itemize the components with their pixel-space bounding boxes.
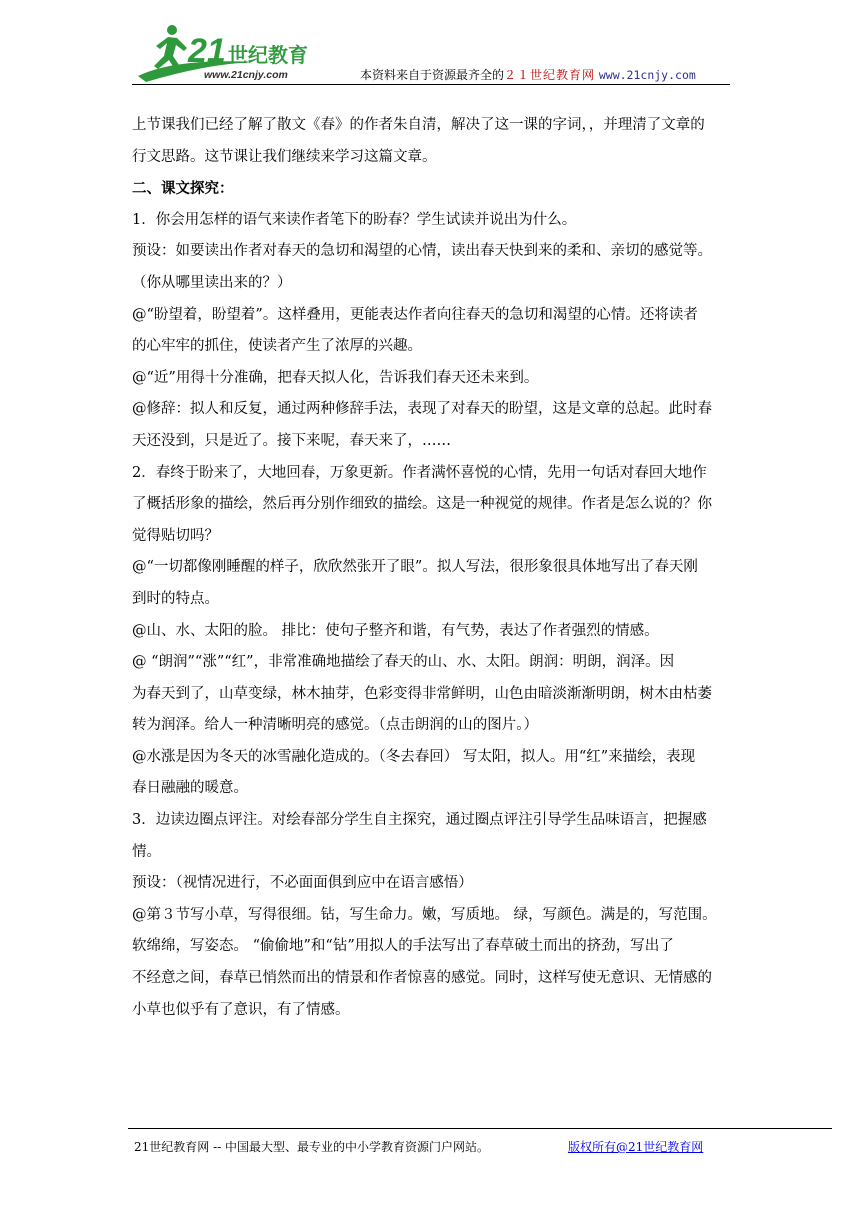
text-line: 小草也似乎有了意识，有了情感。 (132, 1001, 350, 1018)
section-heading: 二、课文探究： (132, 180, 234, 198)
header-divider (132, 84, 730, 85)
svg-text:www.21cnjy.com: www.21cnjy.com (204, 69, 288, 81)
text-line: 为春天到了，山草变绿，林木抽芽，色彩变得非常鲜明，山色由暗淡渐渐明朗，树木由枯萎 (132, 685, 712, 702)
text-line: 3．边读边圈点评注。对绘春部分学生自主探究，通过圈点评注引导学生品味语言，把握感 (132, 812, 707, 829)
text-line: 天还没到，只是近了。接下来呢，春天来了，…… (132, 432, 451, 449)
text-line: 觉得贴切吗？ (132, 527, 219, 544)
footer-divider (128, 1128, 832, 1129)
text-line: 到时的特点。 (132, 590, 219, 607)
text-line: 预设：（视情况进行，不必面面俱到应中在语言感悟） (132, 875, 473, 892)
copyright-link[interactable]: 版权所有@21世纪教育网 (568, 1140, 704, 1154)
runner-logo-icon (136, 18, 336, 84)
text-line: 1．你会用怎样的语气来读作者笔下的盼春？学生试读并说出为什么。 (132, 211, 577, 228)
text-line: @山、水、太阳的脸。 排比：使句子整齐和谐，有气势，表达了作者强烈的情感。 (132, 622, 659, 639)
text-line: @“近”用得十分准确，把春天拟人化，告诉我们春天还未来到。 (132, 369, 539, 386)
text-line: 不经意之间，春草已悄然而出的情景和作者惊喜的感觉。同时，这样写使无意识、无情感的 (132, 970, 712, 987)
text-line: 上节课我们已经了解了散文《春》的作者朱自清，解决了这一课的字词，，并理清了文章的 (132, 117, 705, 133)
text-line: （你从哪里读出来的？） (132, 274, 292, 291)
site-logo (136, 18, 336, 84)
text-line: @水涨是因为冬天的冰雪融化造成的。（冬去春回） 写太阳，拟人。用“红”来描绘，表现 (132, 748, 696, 765)
text-line: 预设：如要读出作者对春天的急切和渴望的心情，读出春天快到来的柔和、亲切的感觉等。 (132, 243, 712, 260)
text-line: @“一切都像刚睡醒的样子，欣欣然张开了眼”。拟人写法，很形象很具体地写出了春天刚 (132, 559, 698, 576)
source-prefix: 本资料来自于资源最齐全的 (360, 68, 505, 82)
text-line: 的心牢牢的抓住，使读者产生了浓厚的兴趣。 (132, 338, 422, 355)
text-line: @“盼望着，盼望着”。这样叠用，更能表达作者向往春天的急切和渴望的心情。还将读者 (132, 306, 698, 323)
svg-text:世纪教育: 世纪教育 (228, 43, 308, 67)
text-line: 春日融融的暖意。 (132, 780, 248, 797)
text-line: 行文思路。这节课让我们继续来学习这篇文章。 (132, 148, 437, 165)
text-line: 情。 (132, 843, 161, 860)
document-body (132, 110, 732, 1026)
header-source-line (360, 66, 696, 83)
text-line: 了概括形象的描绘，然后再分别作细致的描绘。这是一种视觉的规律。作者是怎么说的？你 (132, 496, 712, 513)
svg-text:21: 21 (188, 32, 226, 70)
source-url-link[interactable]: www.21cnjy.com (598, 68, 696, 82)
text-line: 软绵绵，写姿态。 “偷偷地”和“钻”用拟人的手法写出了春草破土而出的挤劲，写出了 (132, 938, 674, 955)
text-line: @ “朗润”“涨”“红”，非常准确地描绘了春天的山、水、太阳。朗润：明朗，润泽。因 (132, 654, 675, 671)
text-line: 转为润泽。给人一种清晰明亮的感觉。（点击朗润的山的图片。） (132, 717, 538, 734)
footer-text: 21世纪教育网 -- 中国最大型、最专业的中小学教育资源门户网站。 (134, 1140, 490, 1154)
source-brand: ２１世纪教育网 (504, 68, 596, 82)
text-line: @修辞：拟人和反复，通过两种修辞手法，表现了对春天的盼望，这是文章的总起。此时春 (132, 401, 712, 418)
text-line: @第３节写小草，写得很细。钻，写生命力。嫩，写质地。 绿，写颜色。满是的，写范围。 (132, 906, 717, 923)
text-line: 2．春终于盼来了，大地回春，万象更新。作者满怀喜悦的心情，先用一句话对春回大地作 (132, 464, 707, 481)
